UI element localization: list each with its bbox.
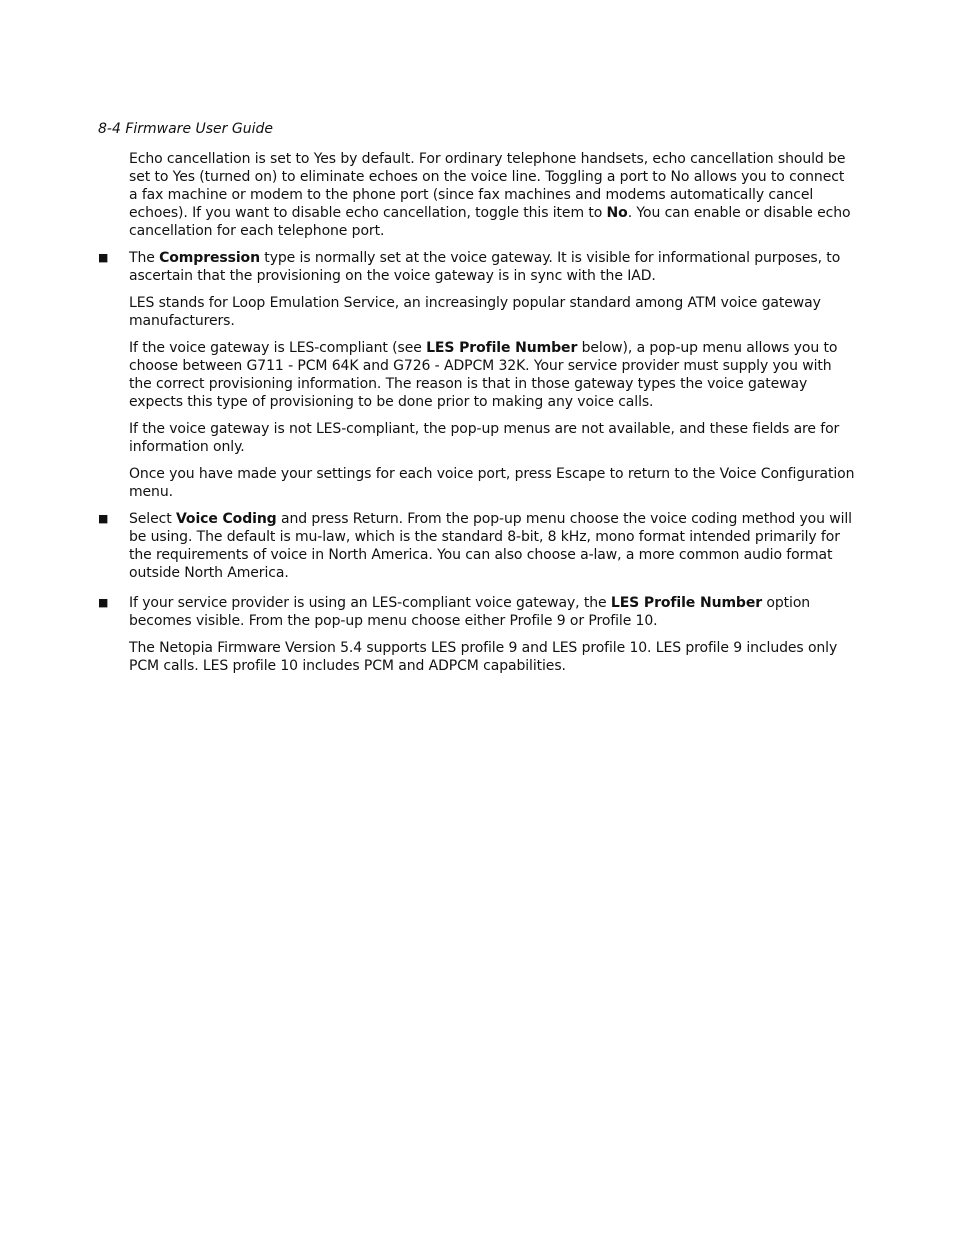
les-definition-paragraph: LES stands for Loop Emulation Service, an increasingly popular standard among ATM voice gateway manufacturers. [129, 295, 821, 329]
les-profile-bullet [98, 594, 855, 630]
compression-bullet [98, 249, 855, 285]
text-segment: . You can enable or disable echo cancellation for each telephone port. [129, 205, 851, 239]
text-segment: Echo cancellation is set to Yes by default. For ordinary telephone handsets, echo cancellation should be set to Yes (turned on) to eliminate echoes on the voice line. Toggling a port to No allows you to connect a fax machine or modem to the phone port (since fax machines and modems automatically cancel echoes). If you want to disable echo cancellation, toggle this item to [129, 151, 846, 221]
bold-term: Compression [159, 250, 260, 266]
not-les-compliant-paragraph: If the voice gateway is not LES-compliant, the pop-up menus are not available, and these fields are for information only. [129, 421, 840, 455]
escape-paragraph: Once you have made your settings for each voice port, press Escape to return to the Voice Configuration menu. [129, 466, 855, 500]
text-segment: If your service provider is using an LES-compliant voice gateway, the [129, 595, 611, 611]
bullet-square-icon: ■ [98, 512, 109, 525]
bullet-square-icon: ■ [98, 251, 109, 264]
text-segment: option becomes visible. From the pop-up menu choose either Profile 9 or Profile 10. [129, 595, 811, 629]
bold-term: No [606, 205, 628, 221]
running-header: 8-4 Firmware User Guide [98, 121, 273, 137]
text-segment: Select [129, 511, 176, 527]
text-segment: type is normally set at the voice gateway. It is visible for informational purposes, to ascertain that the provisioning on the voice gateway is in sync with the IAD. [129, 250, 841, 284]
bold-term: Voice Coding [175, 511, 277, 527]
text-segment: below), a pop-up menu allows you to choose between G711 - PCM 64K and G726 - ADPCM 32K. Your service provider must supply you with the correct provisioning information. The reason is that in those gateway types the voice gateway expects this type of provisioning to be done prior to making any voice calls. [129, 340, 838, 410]
les-compliant-paragraph [129, 339, 855, 411]
page-body [98, 150, 855, 684]
text-segment: If the voice gateway is LES-compliant (see [129, 340, 427, 356]
netopia-firmware-paragraph: The Netopia Firmware Version 5.4 supports LES profile 9 and LES profile 10. LES profile 9 includes only PCM calls. LES profile 10 includes PCM and ADPCM capabilities. [129, 640, 838, 674]
echo-cancellation-paragraph [129, 150, 855, 240]
text-segment: The [129, 250, 160, 266]
bold-term: LES Profile Number [610, 595, 763, 611]
bold-term: LES Profile Number [426, 340, 578, 356]
text-segment: and press Return. From the pop-up menu choose the voice coding method you will be using. The default is mu-law, which is the standard 8-bit, 8 kHz, mono format intended primarily for the requirements of voice in North America. You can also choose a-law, a more common audio format outside North America. [129, 511, 852, 581]
voice-coding-bullet [98, 510, 855, 582]
bullet-square-icon: ■ [98, 596, 109, 609]
